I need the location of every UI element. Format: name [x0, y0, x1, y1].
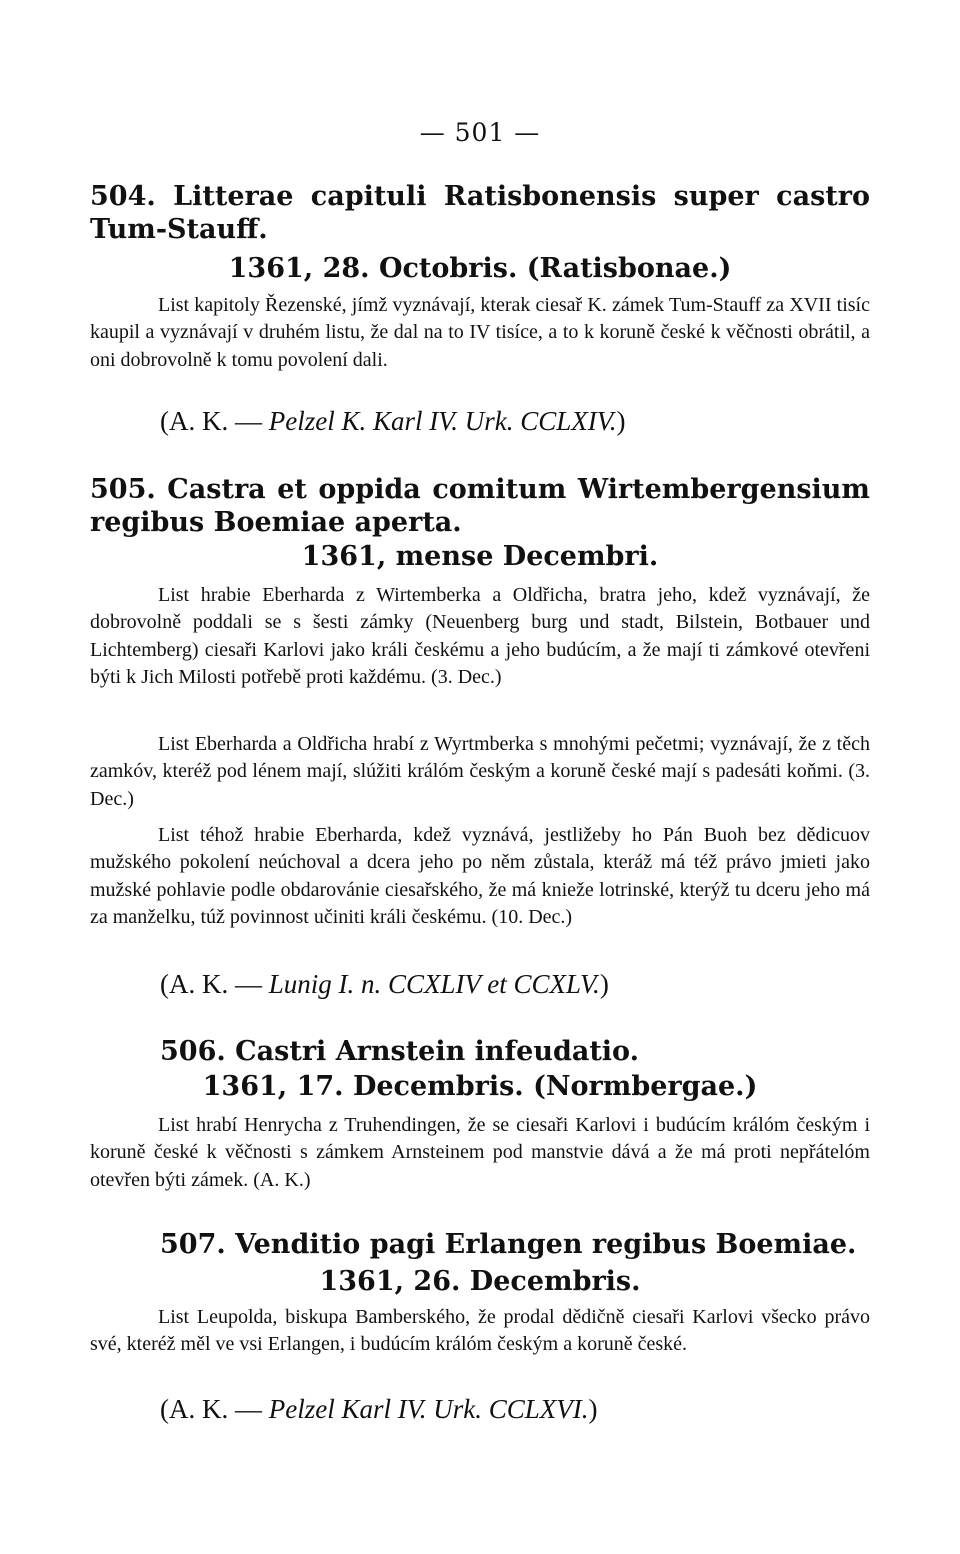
source-citation: Pelzel Karl IV. Urk. CCLXVI. — [268, 1394, 589, 1424]
doc-505-source — [160, 968, 870, 1001]
source-citation: Pelzel K. Karl IV. Urk. CCLXIV. — [268, 406, 617, 436]
doc-506-paragraph: List hrabí Henrycha z Truhendingen, že se ciesaři Karlovi i budúcím králóm českým i koruně české k věčnosti s zámkem Arnsteinem pod manstvie dává a že má proti nepřátelóm otevřen býti zámek. (A. K.) — [90, 1114, 870, 1191]
doc-504-source — [160, 405, 870, 438]
doc-505-paragraph-1: List hrabie Eberharda z Wirtemberka a Oldřicha, bratra jeho, kdež vyznávají, že dobrovolně poddali se s šesti zámky (Neuenberg burg und stadt, Bilstein, Botbauer und Lichtemberg) ciesaři Karlovi jako králi českému a jeho budúcím, a že mají ti zámkové otevřeni býti k Jich Milosti potřebě proti každému. (3. Dec.) — [90, 584, 870, 688]
source-suffix: ) — [588, 1394, 598, 1424]
doc-504-paragraph: List kapitoly Řezenské, jímž vyznávají, kterak ciesař K. zámek Tum-Stauff za XVII tisíc kaupil a vyznávají v druhém listu, že dal na to IV tisíce, a to k koruně české k věčnosti obrátil, a oni dobrovolně k tomu povolení dali. — [90, 294, 870, 371]
source-citation: Lunig I. n. CCXLIV et CCXLV. — [268, 969, 600, 999]
source-prefix: (A. K. — — [160, 406, 269, 436]
source-prefix: (A. K. — — [160, 969, 269, 999]
doc-506-date: 1361, 17. Decembris. (Normbergae.) — [202, 1071, 758, 1102]
doc-507-title: 507. Venditio pagi Erlangen regibus Boemiae. — [160, 1229, 857, 1260]
doc-505-paragraph-2: List Eberharda a Oldřicha hrabí z Wyrtmberka s mnohými pečetmi; vyznávají, že z těch zamkóv, kteréž pod lénem mají, slúžiti králóm českým a koruně české mají s padesáti koňmi. (3. Dec.) — [90, 733, 870, 810]
source-suffix: ) — [599, 969, 609, 999]
source-suffix: ) — [616, 406, 626, 436]
doc-507-source — [160, 1393, 870, 1426]
source-prefix: (A. K. — — [160, 1394, 269, 1424]
doc-507-paragraph: List Leupolda, biskupa Bamberského, že prodal dědičně ciesaři Karlovi všecko právo své, kteréž měl ve vsi Erlangen, i budúcím králóm českým a koruně české. — [90, 1306, 870, 1356]
doc-505-title: 505. Castra et oppida comitum Wirtembergensium regibus Boemiae aperta. — [90, 474, 870, 538]
doc-506-title: 506. Castri Arnstein infeudatio. — [160, 1036, 639, 1067]
doc-505-date: 1361, mense Decembri. — [301, 541, 659, 572]
page-number: — 501 — — [419, 118, 541, 147]
doc-504-date: 1361, 28. Octobris. (Ratisbonae.) — [228, 253, 732, 284]
doc-504-title: 504. Litterae capituli Ratisbonensis super castro Tum-Stauff. — [90, 181, 870, 245]
doc-507-date: 1361, 26. Decembris. — [319, 1266, 641, 1297]
doc-505-paragraph-3: List téhož hrabie Eberharda, kdež vyznává, jestližeby ho Pán Buoh bez dědicuov mužského pokolení neúchoval a dcera jeho po něm zůstala, kteráž má též právo jmieti jako mužské pohlavie podle obdarovánie ciesařského, že má knieže lotrinské, kterýž tu dceru jeho má za manželku, túž povinnost učiniti králi českému. (10. Dec.) — [90, 824, 870, 928]
